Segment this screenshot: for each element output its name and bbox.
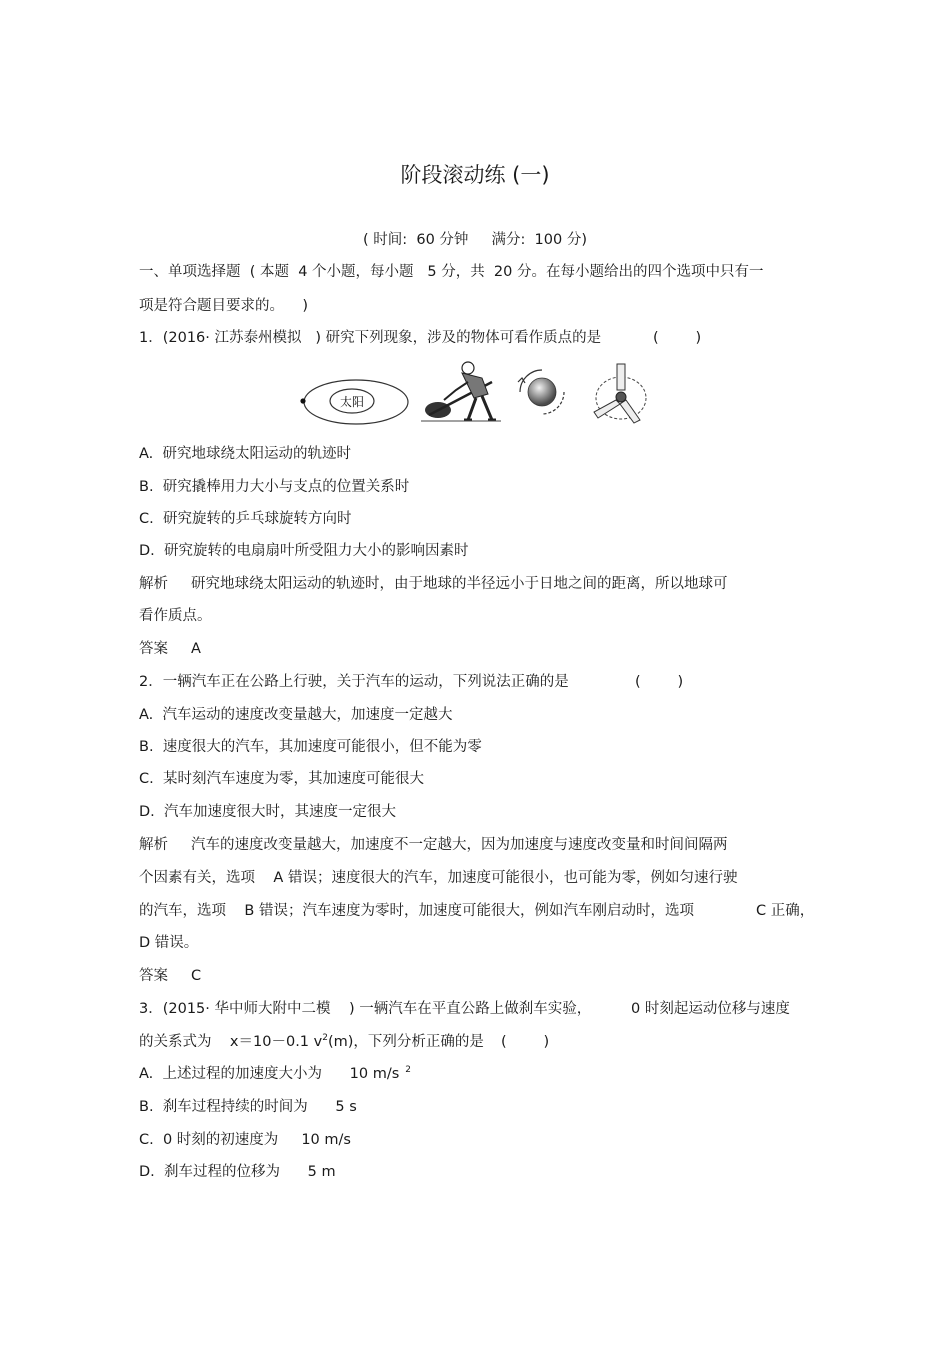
q2-option-a: A. 汽车运动的速度改变量越大，加速度一定越大 <box>139 707 453 723</box>
q1-analysis-line1: 解析 研究地球绕太阳运动的轨迹时，由于地球的半径远小于日地之间的距离，所以地球可 <box>139 576 728 592</box>
q2-analysis-line2: 个因素有关，选项 A 错误；速度很大的汽车，加速度可能很小，也可能为零，例如匀速行驶 <box>139 870 738 886</box>
page-title: 阶段滚动练 (一) <box>400 163 550 187</box>
q2-stem <box>139 672 684 692</box>
section-heading-line1: 一、单项选择题 ( 本题 4 个小题，每小题 5 分，共 20 分。在每小题给出的四个选项中只有一 <box>139 264 764 280</box>
q1-option-a: A. 研究地球绕太阳运动的轨迹时 <box>139 446 351 462</box>
q3-option-d: D. 刹车过程的位移为 5 m <box>139 1164 336 1180</box>
q3-option-c: C. 0 时刻的初速度为 10 m/s <box>139 1132 351 1148</box>
q3-stem-text: 3．(2015· 华中师大附中二模 ) 一辆汽车在平直公路上做刹车实验， <box>139 1001 592 1017</box>
q2-answer: 答案 C <box>139 968 202 984</box>
q2-analysis-line3 <box>139 901 815 921</box>
q1-answer-bracket: ( ) <box>653 330 702 346</box>
q3-formula: 的关系式为 x＝10－0.1 v <box>139 1034 323 1050</box>
section-heading-line2: 项是符合题目要求的。 ) <box>139 298 309 314</box>
q2-answer-bracket: ( ) <box>635 674 684 690</box>
q3-option-a-text: A. 上述过程的加速度大小为 10 m/s <box>139 1066 400 1082</box>
q3-stem-line2 <box>139 1032 550 1052</box>
crowbar-worker-icon <box>421 362 501 421</box>
sun-earth-orbit-icon <box>300 380 408 424</box>
q2-option-d: D. 汽车加速度很大时，其速度一定很大 <box>139 804 396 820</box>
q1-stem-text: 1．(2016· 江苏泰州模拟 ) 研究下列现象，涉及的物体可看作质点的是 <box>139 330 602 346</box>
q1-figure-svg <box>296 360 656 430</box>
q3-option-a <box>139 1064 411 1084</box>
q3-answer-bracket: ( ) <box>501 1034 550 1050</box>
q2-option-b: B. 速度很大的汽车，其加速度可能很小，但不能为零 <box>139 739 482 755</box>
q2-stem-text: 2．一辆汽车正在公路上行驶，关于汽车的运动，下列说法正确的是 <box>139 674 569 690</box>
q1-option-c: C. 研究旋转的乒乓球旋转方向时 <box>139 511 352 527</box>
q3-option-a-exponent: 2 <box>405 1065 412 1075</box>
q2-option-c: C. 某时刻汽车速度为零，其加速度可能很大 <box>139 771 424 787</box>
q1-stem <box>139 328 702 348</box>
sun-label: 太阳 <box>339 395 365 409</box>
q1-option-d: D. 研究旋转的电扇扇叶所受阻力大小的影响因素时 <box>139 543 469 559</box>
q2-analysis-line1: 解析 汽车的速度改变量越大，加速度不一定越大，因为加速度与速度改变量和时间间隔两 <box>139 837 728 853</box>
exam-info: ( 时间: 60 分钟 满分: 100 分) <box>362 232 588 248</box>
ping-pong-ball-icon <box>518 370 564 414</box>
q1-option-b: B. 研究撬棒用力大小与支点的位置关系时 <box>139 479 410 495</box>
q2-analysis-line3-end: C 正确， <box>756 903 815 919</box>
q2-analysis-line3-text: 的汽车，选项 B 错误；汽车速度为零时，加速度可能很大，例如汽车刚启动时，选项 <box>139 903 694 919</box>
q2-analysis-line4: D 错误。 <box>139 935 199 951</box>
q1-answer: 答案 A <box>139 641 201 657</box>
q1-figure <box>296 360 656 430</box>
q3-option-b: B. 刹车过程持续的时间为 5 s <box>139 1099 357 1115</box>
q3-stem-line1 <box>139 999 790 1019</box>
q1-analysis-line2: 看作质点。 <box>139 608 212 624</box>
q3-formula-exponent: 2 <box>322 1033 328 1043</box>
q3-formula-tail: (m)，下列分析正确的是 <box>327 1034 484 1050</box>
electric-fan-icon <box>594 364 646 423</box>
q3-stem-end: 0 时刻起运动位移与速度 <box>631 1001 790 1017</box>
